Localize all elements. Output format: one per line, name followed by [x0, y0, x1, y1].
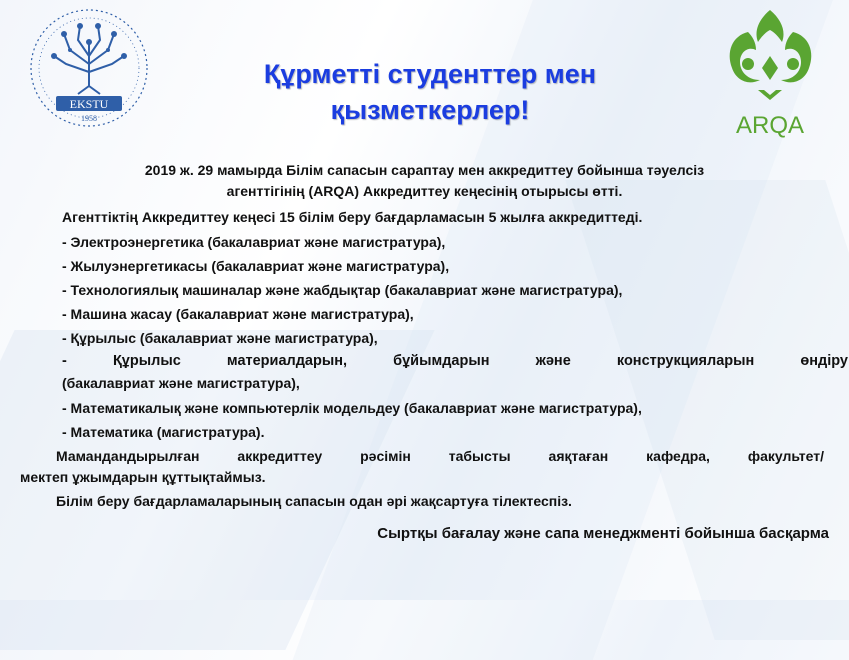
title-line: қызметкерлер! [330, 95, 530, 125]
program-item: - Құрылыс (бакалавриат және магистратура), [62, 330, 378, 346]
congrats-line: мектеп ұжымдарын құттықтаймыз. [20, 469, 266, 485]
svg-text:1958: 1958 [81, 114, 97, 123]
accreditation-statement: Агенттіктің Аккредиттеу кеңесі 15 білім беру бағдарламасын 5 жылға аккредиттеді. [62, 209, 643, 225]
program-item: - Технологиялық машиналар және жабдықтар (бакалавриат және магистратура), [62, 282, 623, 298]
signature: Сыртқы бағалау және сапа менеджменті бойынша басқарма [377, 525, 829, 542]
svg-text:EKSTU: EKSTU [69, 97, 109, 111]
program-item: - Математика (магистратура). [62, 424, 265, 440]
program-item: - Электроэнергетика (бакалавриат және магистратура), [62, 234, 446, 250]
intro-line: 2019 ж. 29 мамырда Білім сапасын сараптау мен аккредиттеу бойынша тәуелсіз [144, 162, 705, 178]
program-item: - Құрылыс материалдарын, бұйымдарын және конструкцияларын өндіру [62, 353, 848, 369]
congrats-line: Мамандандырылған аккредиттеу рәсімін табысты аяқтаған кафедра, факультет/ [56, 448, 824, 464]
title-line: Құрметті студенттер мен [263, 59, 597, 89]
program-item: - Жылуэнергетикасы (бакалавриат және магистратура), [62, 258, 450, 274]
program-item: (бакалавриат және магистратура), [62, 375, 300, 391]
program-item: - Машина жасау (бакалавриат және магистратура), [62, 306, 414, 322]
intro-line: агенттігінің (ARQA) Аккредиттеу кеңесінің отырысы өтті. [226, 183, 623, 199]
svg-text:ARQA: ARQA [735, 112, 805, 138]
program-item: - Математикалық және компьютерлік модельдеу (бакалавриат және магистратура), [62, 400, 642, 416]
wish-line: Білім беру бағдарламаларының сапасын одан әрі жақсартуға тілектеспіз. [56, 493, 572, 509]
